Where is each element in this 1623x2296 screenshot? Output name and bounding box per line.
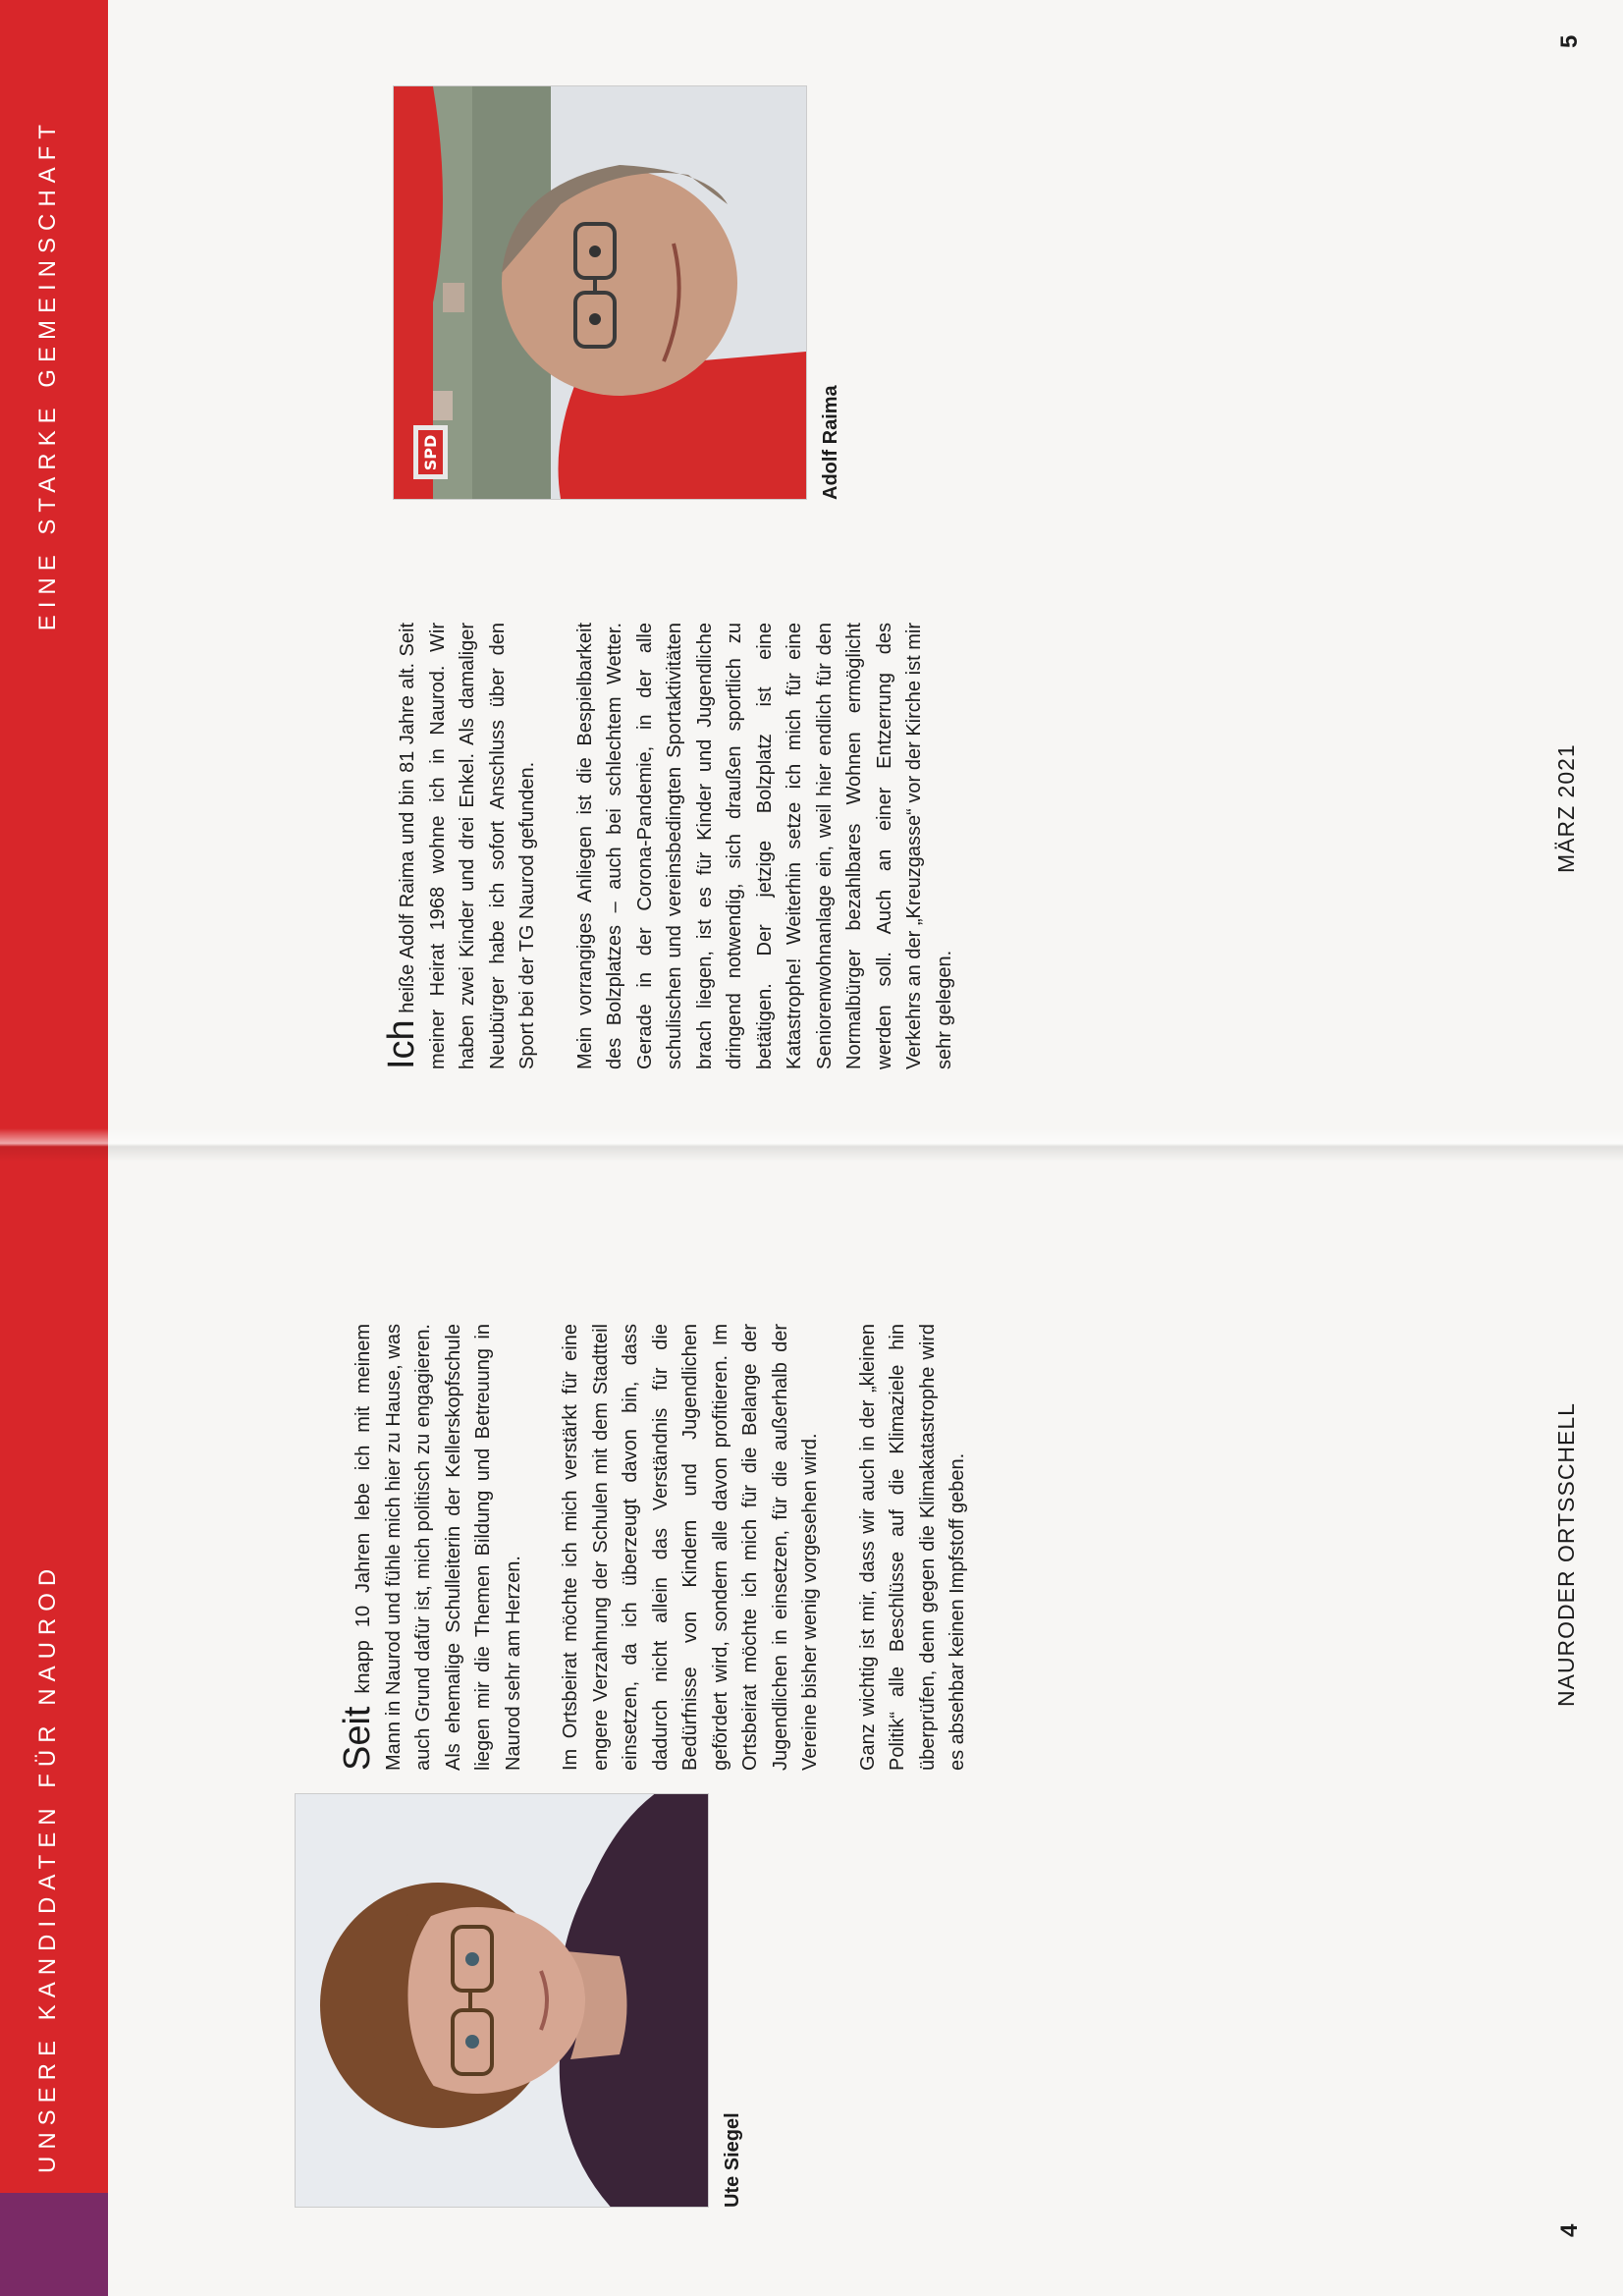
lead-word: Seit [337,1706,378,1771]
section-title: EINE STARKE GEMEINSCHAFT [34,118,61,631]
band-accent [0,2193,108,2296]
paragraph: Mein vorrangiges Anliegen ist die Bespielbarkeit des Bolzplatzes – auch bei schlechtem Wetter. Gerade in der Corona-Pandemie, in der alle schulischen und vereinsbedingten Sportaktivitäten brach liegen, ist es für Kinder und Jugendliche dringend notwendig, sich draußen sportlich zu betätigen. Der jetzige Bolzplatz ist eine Katastrophe! Weiterhin setze ich mich für eine Seniorenwohnanlage ein, weil hier endlich für den Normalbürger bezahlbares Wohnen ermöglicht werden soll. Auch an einer Entzerrung des Verkehrs an der „Kreuzgasse“ vor der Kirche ist mir sehr gelegen. [573,623,955,1069]
section-band [0,0,108,1148]
paragraph-text: heiße Adolf Raima und bin 81 Jahre alt. Seit meiner Heirat 1968 wohne ich in Naurod. Wir haben zwei Kinder und drei Enkel. Als damaliger Neubürger habe ich sofort Anschluss über den Sport bei der TG Naurod gefunden. [397,622,538,1069]
article-body [383,623,987,1069]
page-number: 5 [1556,34,1583,48]
portrait-image [296,1794,708,2207]
center-fold [0,1128,1623,1162]
section-band [0,1148,108,2296]
page-4 [0,1148,1623,2296]
photo-caption: Adolf Raima [820,385,841,500]
portrait-ute-siegel [295,1793,709,2208]
paragraph: Im Ortsbeirat möchte ich mich verstärkt für eine engere Verzahnung der Schulen mit dem Stadtteil einsetzen, da ich überzeugt davon bin, dass dadurch nicht allein das Verständnis für die Bedürfnisse von Kindern und Jugendlichen gefördert wird, sondern alle davon profitieren. Im Ortsbeirat möchte ich mich für die Belange der Jugendlichen in einsetzen, für die außerhalb der Vereine bisher wenig vorgesehen wird. [560,1324,821,1771]
paragraph-text: knapp 10 Jahren lebe ich mit meinem Mann in Naurod und fühle mich hier zu Hause, was auch Grund dafür ist, mich politisch zu engagieren. Als ehemalige Schulleiterin der Kellerskopfschule liegen mir die Themen Bildung und Betreuung in Naurod sehr am Herzen. [352,1324,524,1771]
lead-word: Ich [381,1019,422,1069]
footer-publication: NAURODER ORTSSCHELL [1553,1402,1579,1707]
paragraph: Ganz wichtig ist mir, dass wir auch in der „kleinen Politik“ alle Beschlüsse auf die Klimaziele hin überprüfen, denn gegen die Klimakatastrophe wird es absehbar keinen Impfstoff geben. [856,1324,968,1771]
portrait-adolf-raima [393,85,807,500]
portrait-image [394,86,806,499]
paragraph [383,623,543,1069]
footer-date: MÄRZ 2021 [1553,743,1579,873]
page-number: 4 [1556,2223,1583,2237]
section-title: UNSERE KANDIDATEN FÜR NAUROD [34,1561,61,2173]
paragraph [339,1324,528,1771]
photo-caption: Ute Siegel [722,2112,743,2208]
article-body [339,1324,1001,1771]
spd-logo: SPD [421,434,440,471]
